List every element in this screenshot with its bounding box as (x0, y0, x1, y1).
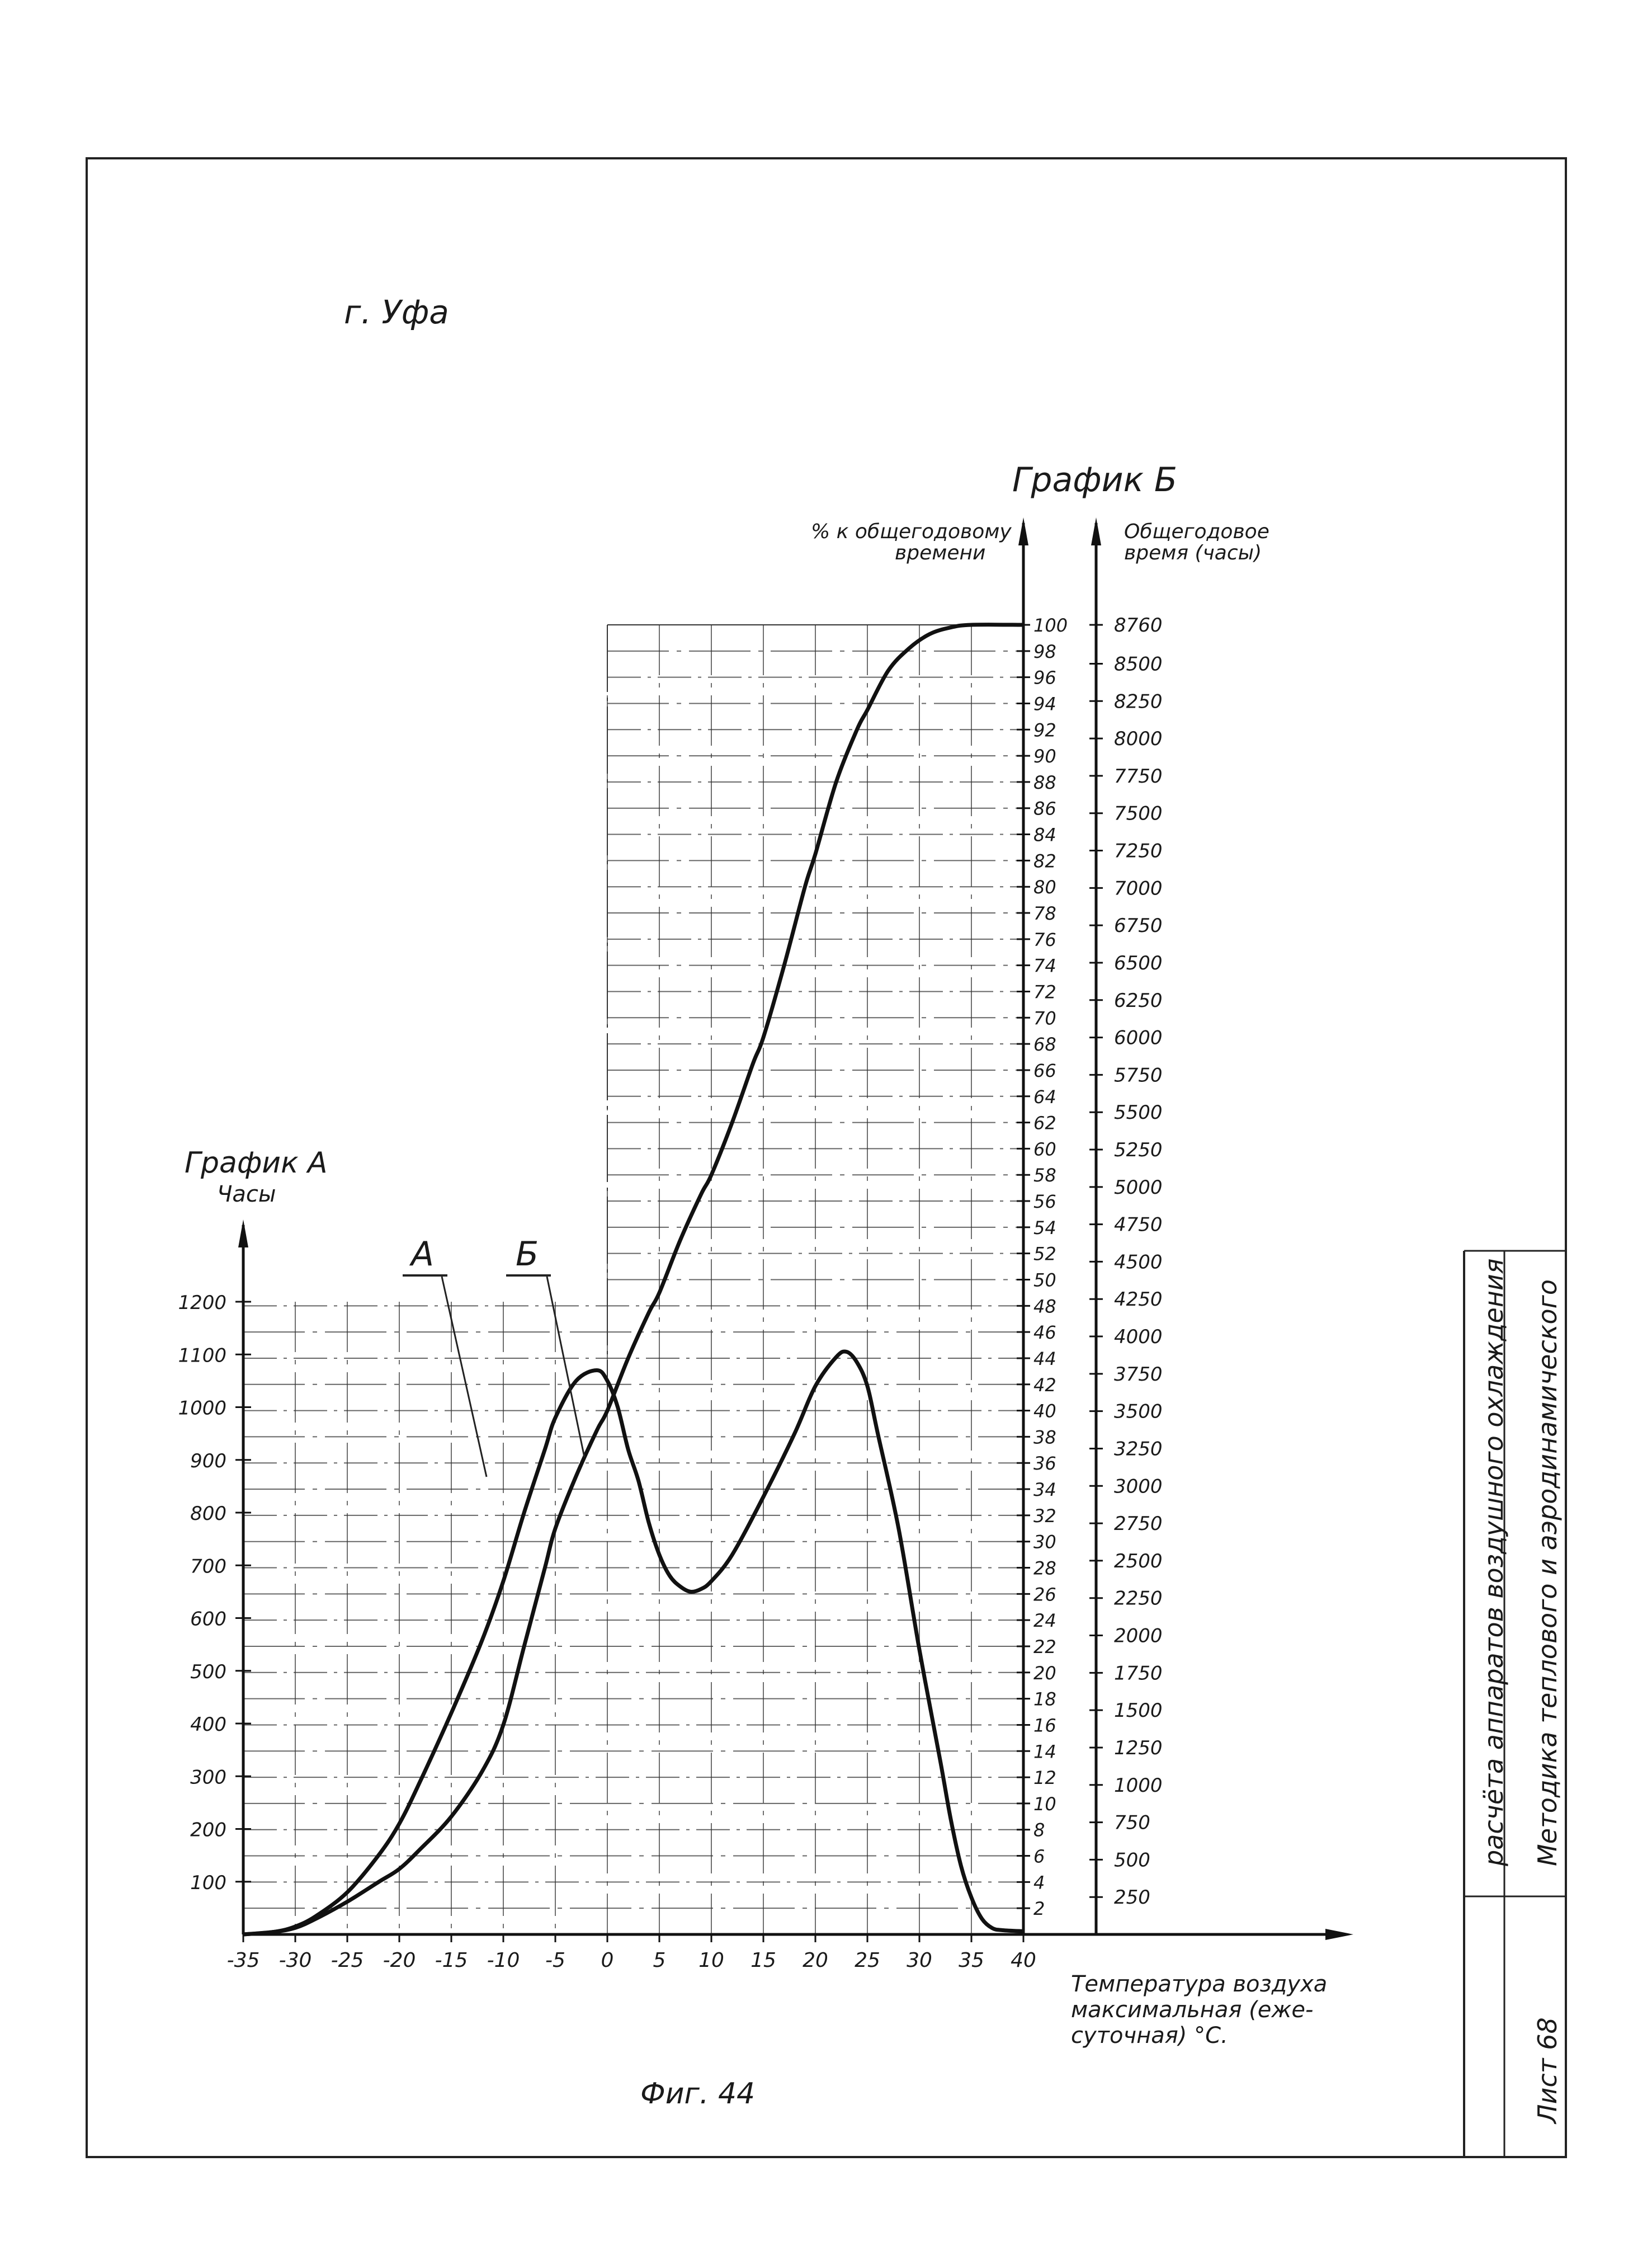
chart-tick-labels (178, 614, 1162, 1972)
x-tick-label: -30 (279, 1949, 312, 1972)
percent-tick-label: 72 (1033, 981, 1056, 1003)
percent-tick-label: 66 (1033, 1060, 1056, 1081)
percent-tick-label: 78 (1033, 903, 1056, 925)
chart-axes (235, 517, 1353, 1942)
x-tick-label: 0 (601, 1949, 614, 1972)
percent-tick-label: 30 (1033, 1531, 1056, 1553)
hours-tick-label: 700 (190, 1555, 226, 1578)
percent-tick-label: 18 (1033, 1688, 1056, 1710)
percent-tick-label: 26 (1033, 1584, 1056, 1605)
annual-hours-tick-label: 3500 (1114, 1400, 1163, 1423)
x-tick-label: 10 (698, 1949, 724, 1972)
percent-tick-label: 16 (1033, 1715, 1056, 1736)
annual-hours-tick-label: 5000 (1114, 1176, 1163, 1199)
x-axis-label-3: суточная) °С. (1071, 2023, 1228, 2049)
percent-tick-label: 58 (1033, 1165, 1056, 1186)
x-tick-label: -5 (545, 1949, 565, 1972)
x-tick-label: 25 (855, 1949, 880, 1972)
annual-hours-tick-label: 500 (1114, 1849, 1150, 1872)
x-tick-label: 30 (907, 1949, 932, 1972)
x-tick-label: 20 (803, 1949, 828, 1972)
x-axis-arrow (1325, 1929, 1353, 1940)
x-axis-label-1: Температура воздуха (1071, 1971, 1328, 1997)
annual-hours-tick-label: 8500 (1114, 653, 1163, 676)
percent-tick-label: 44 (1033, 1348, 1056, 1369)
percent-tick-label: 70 (1033, 1007, 1056, 1029)
percent-axis-label-1: % к общегодовому (811, 520, 1012, 543)
x-tick-label: -35 (226, 1949, 260, 1972)
annual-hours-tick-label: 6500 (1114, 952, 1163, 974)
annual-hours-tick-label: 2000 (1114, 1625, 1163, 1647)
hours-tick-label: 600 (190, 1608, 226, 1631)
percent-tick-label: 82 (1033, 850, 1056, 872)
annual-hours-tick-label: 250 (1114, 1886, 1150, 1909)
percent-axis-label-2: времени (895, 542, 986, 564)
hours-tick-label: 300 (190, 1766, 226, 1789)
percent-tick-label: 2 (1033, 1898, 1045, 1920)
percent-tick-label: 86 (1033, 798, 1056, 820)
curve-b-label: Б (516, 1235, 539, 1274)
annual-hours-tick-label: 8760 (1114, 614, 1163, 637)
annual-hours-tick-label: 6000 (1114, 1027, 1163, 1049)
annual-hours-tick-label: 2250 (1114, 1587, 1163, 1610)
percent-tick-label: 46 (1033, 1322, 1056, 1344)
percent-tick-label: 32 (1033, 1505, 1056, 1527)
percent-tick-label: 92 (1033, 719, 1056, 741)
annual-hours-tick-label: 750 (1114, 1811, 1150, 1834)
percent-tick-label: 8 (1033, 1819, 1045, 1841)
percent-tick-label: 14 (1033, 1741, 1056, 1763)
curve-a-label: А (411, 1235, 435, 1274)
percent-tick-label: 56 (1033, 1191, 1056, 1213)
percent-tick-label: 96 (1033, 667, 1056, 689)
percent-tick-label: 36 (1033, 1453, 1056, 1475)
percent-tick-label: 90 (1033, 746, 1056, 767)
x-tick-label: 5 (653, 1949, 666, 1972)
annual-hours-tick-label: 5750 (1114, 1064, 1163, 1087)
hours-tick-label: 200 (190, 1819, 226, 1842)
percent-tick-label: 12 (1033, 1767, 1056, 1789)
figure-caption: Фиг. 44 (640, 2077, 756, 2111)
annual-hours-tick-label: 7500 (1114, 802, 1163, 825)
hours-axis-label-2: время (часы) (1124, 542, 1262, 564)
hours-tick-label: 100 (190, 1871, 226, 1894)
annual-hours-tick-label: 7750 (1114, 765, 1163, 788)
x-tick-label: -10 (487, 1949, 520, 1972)
percent-tick-label: 88 (1033, 771, 1056, 793)
annual-hours-tick-label: 3000 (1114, 1475, 1163, 1498)
title-block (1464, 1251, 1566, 2157)
annual-hours-axis-arrow (1091, 517, 1101, 545)
annual-hours-tick-label: 8250 (1114, 690, 1163, 713)
city-label: г. Уфа (344, 293, 449, 331)
percent-tick-label: 62 (1033, 1112, 1056, 1134)
percent-tick-label: 60 (1033, 1138, 1056, 1160)
percent-tick-label: 20 (1033, 1662, 1056, 1684)
annual-hours-tick-label: 2750 (1114, 1513, 1163, 1536)
hours-tick-label: 400 (190, 1713, 226, 1736)
percent-tick-label: 76 (1033, 929, 1056, 950)
percent-axis-arrow (1018, 517, 1028, 545)
annual-hours-tick-label: 7250 (1114, 840, 1163, 863)
percent-tick-label: 74 (1033, 955, 1056, 977)
annual-hours-tick-label: 3750 (1114, 1363, 1163, 1386)
percent-tick-label: 84 (1033, 824, 1056, 846)
annual-hours-tick-label: 5250 (1114, 1139, 1163, 1162)
curve-a-callout (403, 1235, 487, 1477)
percent-tick-label: 24 (1033, 1610, 1056, 1632)
percent-tick-label: 52 (1033, 1243, 1056, 1265)
percent-tick-label: 6 (1033, 1845, 1045, 1867)
percent-tick-label: 10 (1033, 1793, 1056, 1815)
annual-hours-tick-label: 1500 (1114, 1699, 1163, 1722)
annual-hours-tick-label: 3250 (1114, 1438, 1163, 1461)
percent-tick-label: 34 (1033, 1479, 1056, 1501)
percent-tick-label: 38 (1033, 1426, 1056, 1448)
title-line-1: Методика теплового и аэродинамического (1532, 1279, 1563, 1866)
annual-hours-tick-label: 1000 (1114, 1774, 1163, 1797)
x-axis-label-2: максимальная (еже- (1071, 1997, 1314, 2023)
percent-tick-label: 4 (1033, 1872, 1045, 1894)
percent-tick-label: 40 (1033, 1400, 1056, 1422)
graph-a-title: График А (185, 1146, 328, 1180)
annual-hours-tick-label: 1750 (1114, 1662, 1163, 1685)
annual-hours-tick-label: 7000 (1114, 877, 1163, 900)
percent-tick-label: 64 (1033, 1086, 1056, 1108)
x-tick-label: -15 (435, 1949, 468, 1972)
percent-tick-label: 54 (1033, 1217, 1056, 1239)
graph-a-unit: Часы (217, 1181, 276, 1207)
percent-tick-label: 50 (1033, 1269, 1056, 1291)
percent-tick-label: 68 (1033, 1034, 1056, 1056)
percent-tick-label: 80 (1033, 877, 1056, 898)
annual-hours-tick-label: 4000 (1114, 1326, 1163, 1349)
hours-tick-label: 800 (190, 1503, 226, 1525)
hours-tick-label: 1200 (178, 1292, 226, 1314)
x-tick-label: -25 (331, 1949, 364, 1972)
graph-b-title: График Б (1012, 460, 1178, 500)
annual-hours-tick-label: 5500 (1114, 1101, 1163, 1124)
x-tick-label: 15 (751, 1949, 776, 1972)
percent-tick-label: 100 (1033, 615, 1068, 636)
annual-hours-tick-label: 6750 (1114, 915, 1163, 938)
hours-tick-label: 1100 (178, 1344, 226, 1367)
hours-tick-label: 500 (190, 1660, 226, 1683)
title-line-2: расчёта аппаратов воздушного охлаждения (1479, 1258, 1509, 1866)
curve-b-callout (506, 1235, 584, 1457)
annual-hours-tick-label: 4250 (1114, 1288, 1163, 1311)
annual-hours-tick-label: 4750 (1114, 1213, 1163, 1236)
x-tick-label: 35 (959, 1949, 984, 1972)
hours-tick-label: 900 (190, 1449, 226, 1472)
percent-tick-label: 98 (1033, 641, 1056, 662)
chart-grid (243, 625, 1023, 1934)
hours-axis-arrow (238, 1219, 248, 1247)
x-tick-label: 40 (1011, 1949, 1036, 1972)
annual-hours-tick-label: 4500 (1114, 1251, 1163, 1274)
percent-tick-label: 94 (1033, 693, 1056, 715)
percent-tick-label: 48 (1033, 1296, 1056, 1317)
annual-hours-tick-label: 2500 (1114, 1550, 1163, 1572)
series-line-a (243, 1352, 1023, 1934)
hours-tick-label: 1000 (178, 1397, 226, 1420)
annual-hours-tick-label: 8000 (1114, 728, 1163, 751)
x-tick-label: -20 (383, 1949, 416, 1972)
percent-tick-label: 22 (1033, 1636, 1056, 1658)
annual-hours-tick-label: 6250 (1114, 989, 1163, 1012)
hours-axis-label-1: Общегодовое (1124, 520, 1269, 543)
percent-tick-label: 28 (1033, 1557, 1056, 1579)
sheet-label: Лист 68 (1532, 2017, 1563, 2123)
percent-tick-label: 42 (1033, 1374, 1056, 1396)
annual-hours-tick-label: 1250 (1114, 1736, 1163, 1759)
